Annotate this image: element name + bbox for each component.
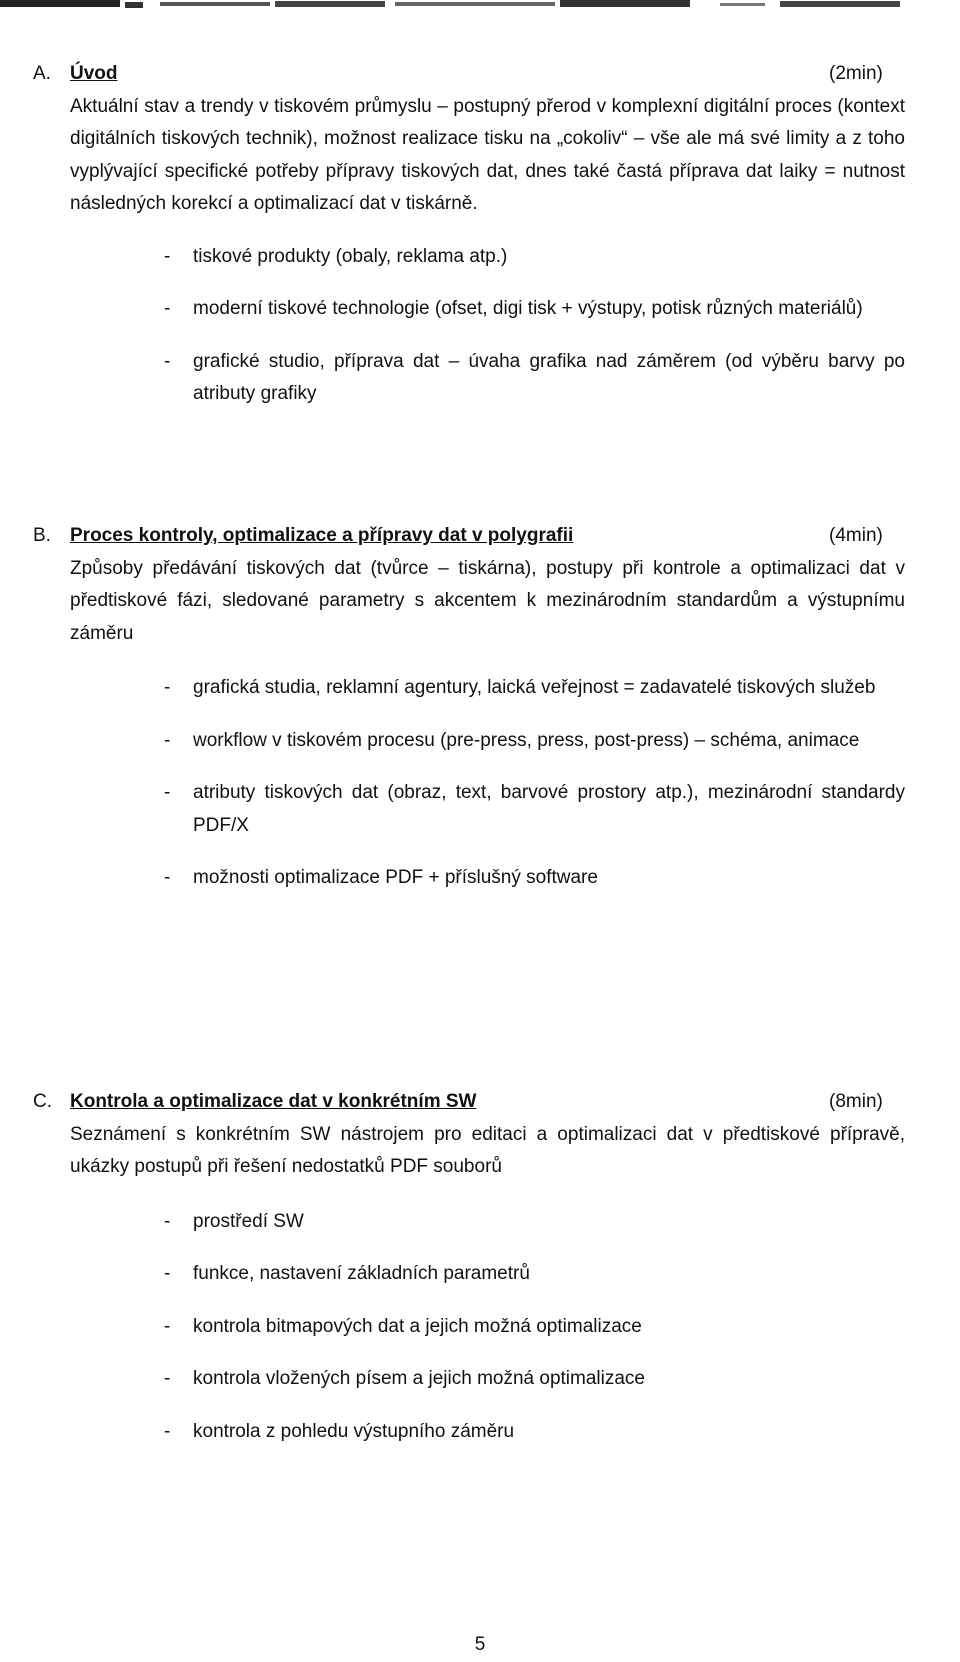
list-item	[33, 1311, 905, 1344]
list-item	[33, 862, 905, 895]
list-item-text: možnosti optimalizace PDF + příslušný software	[193, 867, 598, 888]
list-item-text: workflow v tiskovém procesu (pre-press, press, post-press) – schéma, animace	[193, 729, 860, 751]
section-duration: (8min)	[829, 1091, 883, 1112]
bullet-dash: -	[164, 1368, 171, 1389]
bullet-dash: -	[164, 867, 171, 888]
bullet-dash: -	[164, 677, 171, 698]
section-heading	[33, 58, 905, 91]
section-title: Úvod	[70, 63, 118, 84]
section-a	[33, 58, 905, 411]
section-title: Proces kontroly, optimalizace a přípravy dat v polygrafii	[70, 525, 574, 546]
bullet-dash: -	[164, 1315, 171, 1337]
section-c	[33, 1086, 905, 1448]
list-item-text: atributy tiskových dat (obraz, text, barvové prostory atp.), mezinárodní standardy PDF/X	[193, 782, 905, 836]
bullet-dash: -	[164, 1210, 171, 1232]
section-title: Kontrola a optimalizace dat v konkrétním SW	[70, 1091, 477, 1112]
bullet-list	[33, 1206, 905, 1449]
list-item	[33, 1416, 905, 1449]
list-item-text: prostředí SW	[193, 1210, 304, 1232]
bullet-dash: -	[164, 1420, 171, 1442]
bullet-dash: -	[164, 729, 171, 751]
list-item	[33, 241, 905, 274]
bullet-dash: -	[164, 350, 171, 372]
section-intro: Aktuální stav a trendy v tiskovém průmyslu – postupný přerod v komplexní digitální proces (kontext digitálních tiskových technik), možnost realizace tisku na „cokoliv“ – vše ale má své limity a z toho vyplývající specifické potřeby přípravy tiskových dat, dnes také častá příprava dat laiky = nutnost následných korekcí a optimalizací dat v tiskárně.	[70, 95, 905, 214]
bullet-dash: -	[164, 245, 171, 267]
section-letter: A.	[33, 63, 51, 84]
list-item	[33, 777, 905, 842]
section-intro: Způsoby předávání tiskových dat (tvůrce – tiskárna), postupy při kontrole a optimalizaci dat v předtiskové fázi, sledované parametry s akcentem k mezinárodním standardům a výstupnímu záměru	[70, 557, 905, 644]
bullet-list	[33, 672, 905, 895]
cropped-header-remnant	[0, 0, 960, 16]
section-intro: Seznámení s konkrétním SW nástrojem pro editaci a optimalizaci dat v předtiskové přípravě, ukázky postupů při řešení nedostatků PDF souborů	[70, 1123, 905, 1177]
list-item-text: kontrola vložených písem a jejich možná optimalizace	[193, 1368, 645, 1389]
section-letter: B.	[33, 525, 51, 546]
list-item	[33, 293, 905, 326]
section-duration: (2min)	[829, 63, 883, 84]
list-item-text: funkce, nastavení základních parametrů	[193, 1263, 530, 1284]
section-b	[33, 520, 905, 895]
list-item-text: moderní tiskové technologie (ofset, digi tisk + výstupy, potisk různých materiálů)	[193, 298, 863, 319]
list-item	[33, 1363, 905, 1396]
section-letter: C.	[33, 1091, 52, 1112]
list-item	[33, 346, 905, 411]
section-heading	[33, 1086, 905, 1119]
list-item-text: kontrola bitmapových dat a jejich možná optimalizace	[193, 1315, 642, 1337]
list-item-text: kontrola z pohledu výstupního záměru	[193, 1420, 515, 1442]
list-item-text: grafické studio, příprava dat – úvaha grafika nad záměrem (od výběru barvy po atributy grafiky	[193, 350, 905, 404]
list-item-text: tiskové produkty (obaly, reklama atp.)	[193, 245, 508, 267]
section-heading	[33, 520, 905, 553]
bullet-dash: -	[164, 1263, 171, 1284]
list-item	[33, 725, 905, 758]
section-duration: (4min)	[829, 525, 883, 546]
page-number: 5	[474, 1634, 486, 1655]
bullet-list	[33, 241, 905, 411]
list-item	[33, 672, 905, 705]
list-item	[33, 1258, 905, 1291]
list-item	[33, 1206, 905, 1239]
list-item-text: grafická studia, reklamní agentury, laická veřejnost = zadavatelé tiskových služeb	[193, 677, 876, 698]
bullet-dash: -	[164, 298, 171, 319]
bullet-dash: -	[164, 782, 171, 803]
